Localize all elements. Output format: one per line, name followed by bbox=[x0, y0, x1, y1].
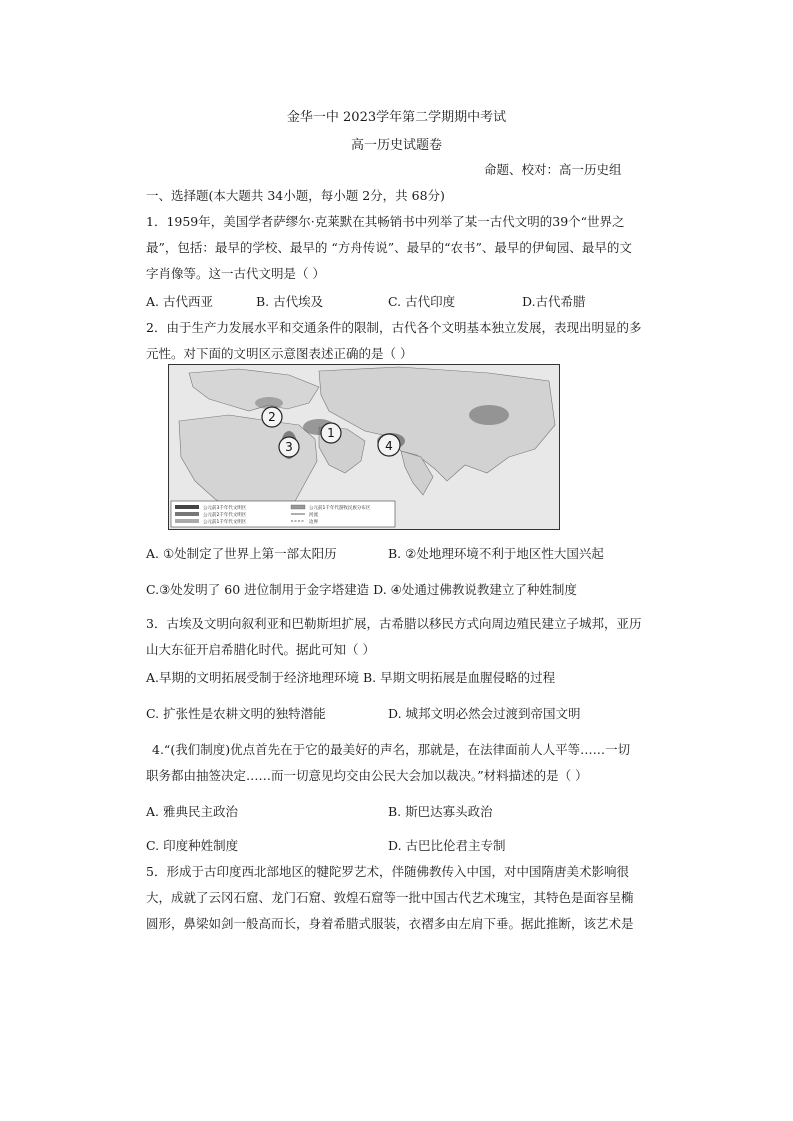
svg-text:3: 3 bbox=[285, 440, 293, 454]
legend-item: 公元前2千年代文明区 bbox=[203, 513, 247, 518]
option-b: B. 古代埃及 bbox=[256, 294, 324, 309]
svg-text:4: 4 bbox=[385, 439, 393, 453]
svg-text:1: 1 bbox=[327, 426, 335, 440]
question-5-stem-line: 大，成就了云冈石窟、龙门石窟、敦煌石窟等一批中国古代艺术瑰宝，其特色是面容呈椭 bbox=[146, 890, 634, 905]
question-1-stem-line: 最”，包括：最早的学校、最早的 “方舟传说”、最早的“农书”、最早的伊甸园、最早的文 bbox=[146, 240, 632, 255]
question-1-stem-line: 1．1959年，美国学者萨缪尔·克莱默在其畅销书中列举了某一古代文明的39个“世界之 bbox=[146, 214, 625, 229]
option-b: B. ②处地理环境不利于地区性大国兴起 bbox=[388, 546, 604, 561]
option-c: C. 扩张性是农耕文明的独特潜能 bbox=[146, 706, 326, 721]
option-c: C. 古代印度 bbox=[388, 294, 456, 309]
section-heading: 一、选择题(本大题共 34小题，每小题 2分，共 68分) bbox=[146, 188, 445, 203]
option-c: C. 印度种姓制度 bbox=[146, 838, 239, 853]
option-a: A. ①处制定了世界上第一部太阳历 bbox=[146, 546, 337, 561]
option-a: A. 古代西亚 bbox=[146, 294, 213, 309]
option-cd: C.③处发明了 60 进位制用于金字塔建造 D. ④处通过佛教说教建立了种姓制度 bbox=[146, 582, 577, 597]
paper-subtitle: 高一历史试题卷 bbox=[350, 138, 442, 153]
question-3-stem-line: 3．古埃及文明向叙利亚和巴勒斯坦扩展，古希腊以移民方式向周边殖民建立子城邦，亚历 bbox=[146, 616, 642, 631]
marker-1 bbox=[321, 423, 341, 443]
legend-item: 公元前1千年代游牧民族分布区 bbox=[309, 506, 371, 511]
question-2-stem-line: 元性。对下面的文明区示意图表述正确的是（ ） bbox=[146, 346, 413, 361]
question-4-stem-line: 职务都由抽签决定……而一切意见均交由公民大会加以裁决。”材料描述的是（ ） bbox=[146, 768, 588, 783]
question-4-stem-line: 4.“(我们制度)优点首先在于它的最美好的声名，那就是，在法律面前人人平等……一切 bbox=[152, 742, 631, 757]
question-5-stem-line: 5．形成于古印度西北部地区的犍陀罗艺术，伴随佛教传入中国，对中国隋唐美术影响很 bbox=[146, 864, 629, 879]
svg-text:2: 2 bbox=[268, 410, 276, 424]
marker-3 bbox=[279, 437, 299, 457]
option-a: A. 雅典民主政治 bbox=[146, 804, 238, 819]
civilization-map bbox=[168, 364, 560, 530]
legend-item: 河流 bbox=[309, 513, 318, 518]
exam-title: 金华一中 2023学年第二学期期中考试 bbox=[286, 110, 507, 125]
legend-item: 边界 bbox=[309, 520, 318, 525]
question-1-stem-line: 字肖像等。这一古代文明是（ ） bbox=[146, 266, 325, 281]
option-d: D.古代希腊 bbox=[522, 294, 586, 309]
option-d: D. 城邦文明必然会过渡到帝国文明 bbox=[388, 706, 581, 721]
question-2-stem-line: 2．由于生产力发展水平和交通条件的限制，古代各个文明基本独立发展，表现出明显的多 bbox=[146, 320, 642, 335]
option-b: B. 斯巴达寡头政治 bbox=[388, 804, 493, 819]
marker-4 bbox=[378, 434, 400, 456]
author-line: 命题、校对：高一历史组 bbox=[484, 162, 622, 177]
legend-item: 公元前1千年代文明区 bbox=[203, 520, 247, 525]
map-legend bbox=[171, 501, 395, 527]
legend-item: 公元前3千年代文明区 bbox=[203, 506, 247, 511]
question-3-stem-line: 山大东征开启希腊化时代。据此可知（ ） bbox=[146, 642, 375, 657]
question-5-stem-line: 圆形，鼻梁如剑一般高而长，身着希腊式服装，衣褶多由左肩下垂。据此推断，该艺术是 bbox=[146, 916, 634, 931]
civilization-map-figure bbox=[169, 365, 559, 529]
option-d: D. 古巴比伦君主专制 bbox=[388, 838, 506, 853]
marker-2 bbox=[262, 407, 282, 427]
option-ab: A.早期的文明拓展受制于经济地理环境 B. 早期文明拓展是血腥侵略的过程 bbox=[146, 670, 556, 685]
